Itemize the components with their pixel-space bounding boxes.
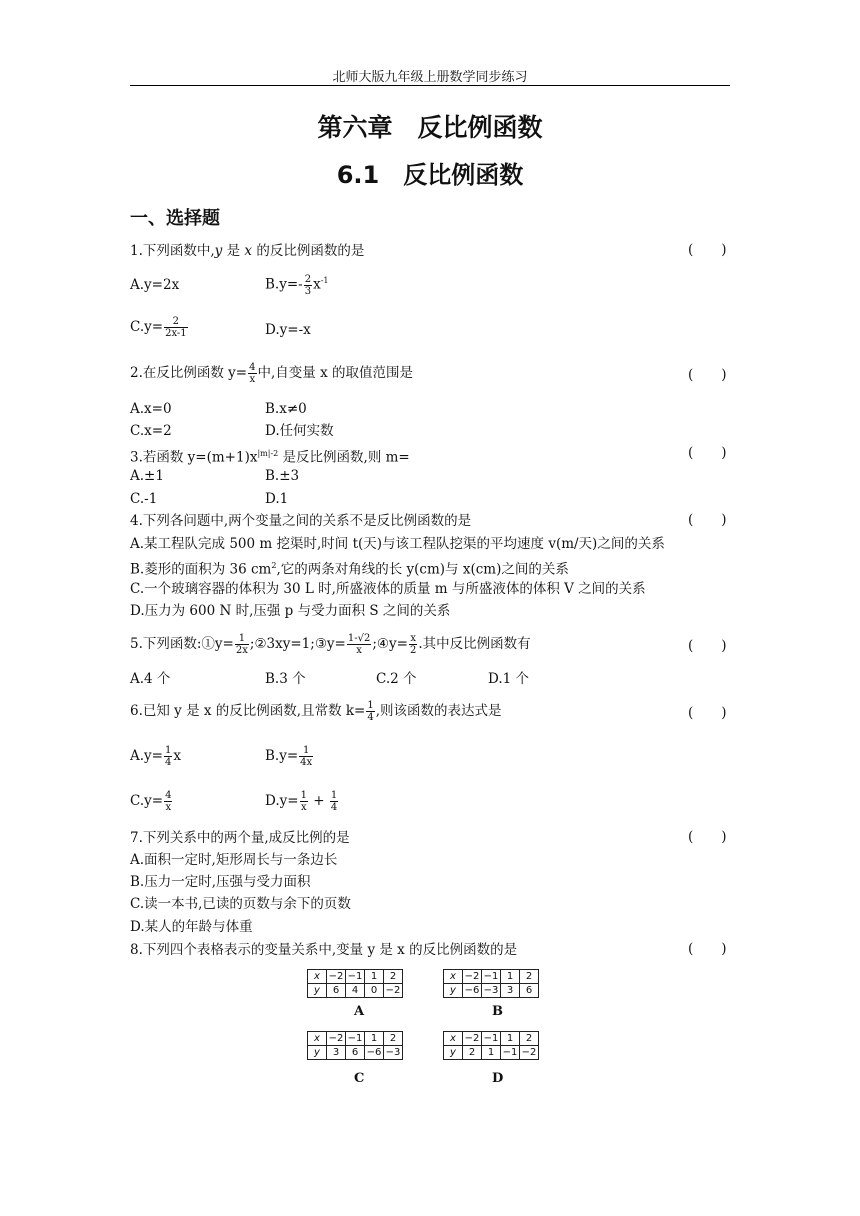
table-cell: −2 [327, 1032, 346, 1046]
q1-option-b: B.y=- $\frac{2}{3}$ $x^{-1}$ [265, 273, 329, 297]
q5-stem: 5.下列函数:①y= $\frac{1}{2x}$ ;②3xy=1;③y= $\frac{1-√2}{x}$ ;④y= $\frac{x}{2}$ .其中反比例函数有 [130, 633, 531, 656]
table-cell: −1 [346, 970, 365, 984]
table-cell: 6 [346, 1046, 365, 1060]
table-cell: −3 [482, 984, 501, 998]
q8-table-d [443, 1031, 539, 1060]
table-row [444, 1046, 539, 1060]
section-title: 6.1 反比例函数 [336, 161, 524, 189]
header-rule [130, 85, 730, 86]
q2-option-b: B.x≠0 [265, 401, 307, 417]
table-cell: 3 [501, 984, 520, 998]
page-header: 北师大版九年级上册数学同步练习 [332, 70, 528, 85]
table-cell: 3 [327, 1046, 346, 1060]
q1-option-a: A.y=2x [130, 277, 180, 293]
q2-answer-paren: ( ) [688, 367, 727, 383]
q4-option-c: C.一个玻璃容器的体积为 30 L 时,所盛液体的质量 m 与所盛液体的体积 V 之间的关系 [130, 581, 646, 597]
table-cell: 4 [346, 984, 365, 998]
q3-stem: 3.若函数 $y=(m+1)x^{|m|-2}$ 是反比例函数,则 m= [130, 449, 410, 466]
q3-option-d: D.1 [265, 491, 289, 507]
table-row [308, 1046, 403, 1060]
table-cell: −1 [482, 970, 501, 984]
table-cell: 2 [384, 970, 403, 984]
table-cell: 0 [365, 984, 384, 998]
table-row-header: y [444, 984, 463, 998]
chapter-title: 第六章 反比例函数 [317, 113, 543, 142]
q8-table-b [443, 969, 539, 998]
table-cell: −2 [520, 1046, 539, 1060]
part-title: 一、选择题 [130, 208, 220, 229]
q7-option-d: D.某人的年龄与体重 [130, 919, 253, 935]
q6-option-c: C.y= $\frac{4}{x}$ [130, 790, 172, 813]
q5-answer-paren: ( ) [688, 638, 727, 654]
table-row-header: y [444, 1046, 463, 1060]
q1-stem: 1.下列函数中,y 是 x 的反比例函数的是 [130, 243, 365, 259]
q3-option-c: C.-1 [130, 491, 158, 507]
table-cell: 2 [520, 970, 539, 984]
table-cell: 1 [365, 970, 384, 984]
q6-option-a: A.y= $\frac{1}{4}$ x [130, 745, 181, 768]
q4-option-b: B.菱形的面积为 36 $cm^2$,它的两条对角线的长 y(cm)与 x(cm)之间的关系 [130, 561, 569, 578]
table-row-header: x [308, 970, 327, 984]
table-cell: 6 [520, 984, 539, 998]
q6-stem: 6.已知 y 是 x 的反比例函数,且常数 k= $\frac{1}{4}$ ,则该函数的表达式是 [130, 700, 502, 723]
table-row-header: x [444, 970, 463, 984]
table-row [444, 970, 539, 984]
table-cell: −2 [463, 970, 482, 984]
q7-option-b: B.压力一定时,压强与受力面积 [130, 874, 311, 890]
q5-option-b: B.3 个 [265, 671, 306, 687]
table-row [444, 1032, 539, 1046]
q2-option-a: A.x=0 [130, 401, 172, 417]
table-cell: 1 [365, 1032, 384, 1046]
q4-option-a: A.某工程队完成 500 m 挖渠时,时间 t(天)与该工程队挖渠的平均速度 v(m/天)之间的关系 [130, 536, 665, 552]
q3-option-b: B.±3 [265, 468, 300, 484]
q3-option-a: A.±1 [130, 468, 164, 484]
table-row-header: x [444, 1032, 463, 1046]
q1-option-c: C.y= $\frac{2}{2x-1}$ [130, 316, 187, 339]
table-cell: −1 [501, 1046, 520, 1060]
table-cell: 2 [520, 1032, 539, 1046]
table-cell: −1 [482, 1032, 501, 1046]
q7-option-a: A.面积一定时,矩形周长与一条边长 [130, 852, 338, 868]
q8-answer-paren: ( ) [688, 941, 727, 957]
q3-answer-paren: ( ) [688, 445, 727, 461]
table-cell: 1 [501, 1032, 520, 1046]
q8-stem: 8.下列四个表格表示的变量关系中,变量 y 是 x 的反比例函数的是 [130, 942, 518, 958]
q5-option-a: A.4 个 [130, 671, 171, 687]
table-row-header: y [308, 984, 327, 998]
table-row [444, 984, 539, 998]
q8-table-label: C [354, 1071, 365, 1086]
table-cell: −6 [463, 984, 482, 998]
q6-option-d: D.y= $\frac{1}{x}$ + $\frac{1}{4}$ [265, 790, 338, 813]
q1-answer-paren: ( ) [688, 242, 727, 258]
table-row [308, 1032, 403, 1046]
table-cell: 1 [501, 970, 520, 984]
q8-table-label: A [354, 1004, 365, 1019]
q7-stem: 7.下列关系中的两个量,成反比例的是 [130, 830, 350, 846]
q4-option-d: D.压力为 600 N 时,压强 p 与受力面积 S 之间的关系 [130, 603, 451, 619]
q5-option-d: D.1 个 [488, 671, 530, 687]
table-cell: 2 [463, 1046, 482, 1060]
q2-option-d: D.任何实数 [265, 423, 334, 439]
q8-table-a [307, 969, 403, 998]
table-row-header: y [308, 1046, 327, 1060]
table-row-header: x [308, 1032, 327, 1046]
q2-option-c: C.x=2 [130, 423, 172, 439]
table-cell: −6 [365, 1046, 384, 1060]
q8-table-label: B [492, 1004, 503, 1019]
table-cell: −2 [463, 1032, 482, 1046]
table-row [308, 984, 403, 998]
q8-table-c [307, 1031, 403, 1060]
q5-option-c: C.2 个 [376, 671, 417, 687]
table-cell: 1 [482, 1046, 501, 1060]
q7-option-c: C.读一本书,已读的页数与余下的页数 [130, 896, 351, 912]
table-cell: −1 [346, 1032, 365, 1046]
q1-option-d: D.y=-x [265, 322, 311, 338]
table-cell: −3 [384, 1046, 403, 1060]
q6-answer-paren: ( ) [688, 705, 727, 721]
table-cell: 6 [327, 984, 346, 998]
table-cell: −2 [327, 970, 346, 984]
q4-stem: 4.下列各问题中,两个变量之间的关系不是反比例函数的是 [130, 513, 472, 529]
table-cell: 2 [384, 1032, 403, 1046]
q8-table-label: D [492, 1071, 504, 1086]
q7-answer-paren: ( ) [688, 829, 727, 845]
table-row [308, 970, 403, 984]
table-cell: −2 [384, 984, 403, 998]
q4-answer-paren: ( ) [688, 512, 727, 528]
q2-stem: 2.在反比例函数 y= $\frac{4}{x}$ 中,自变量 x 的取值范围是 [130, 362, 413, 385]
q6-option-b: B.y= $\frac{1}{4x}$ [265, 745, 313, 768]
